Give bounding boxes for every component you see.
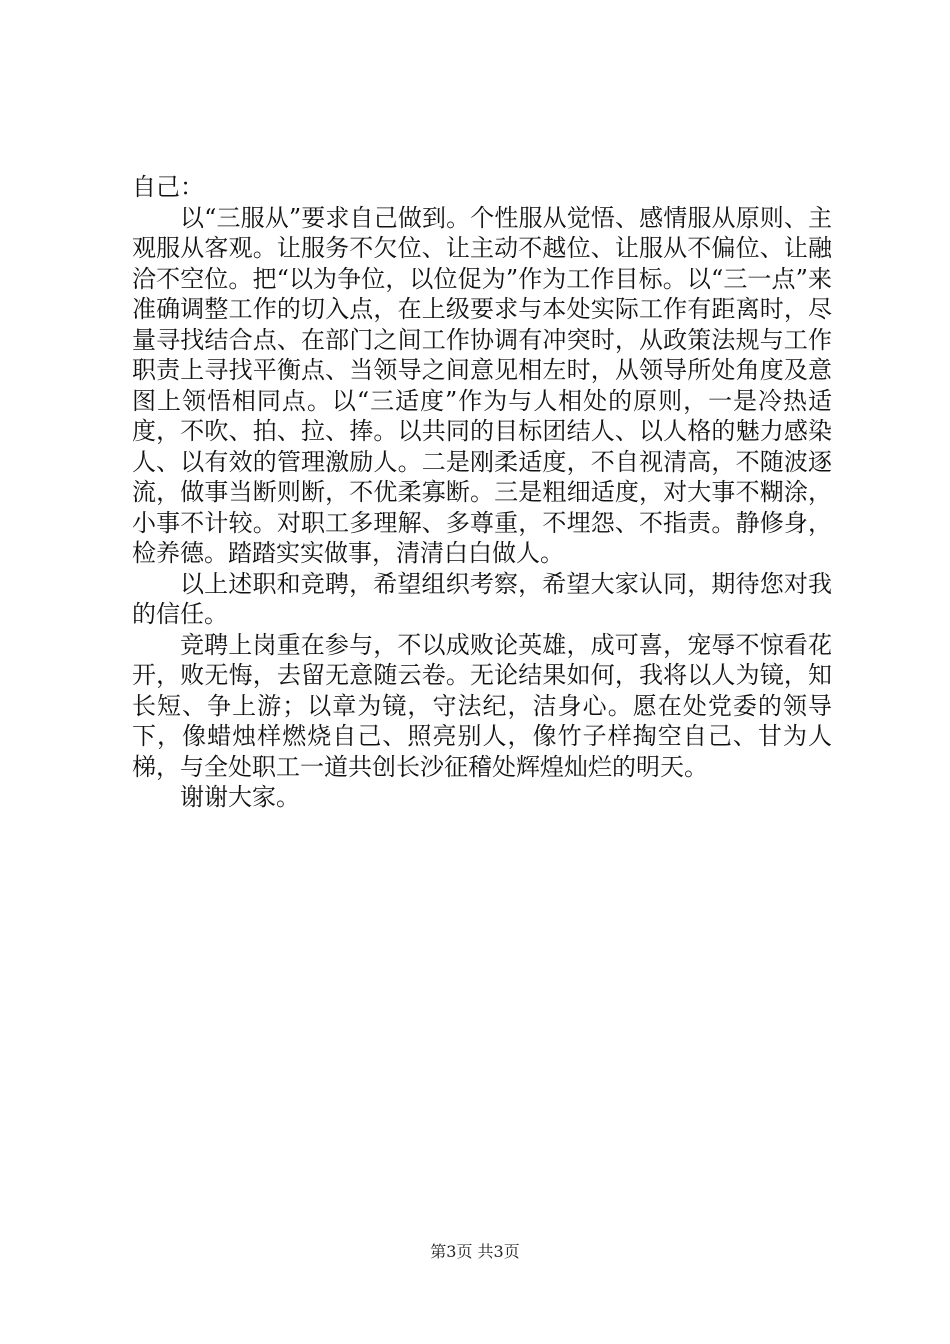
paragraph-summary: 以上述职和竞聘，希望组织考察，希望大家认同，期待您对我的信任。 xyxy=(132,569,832,628)
page-number-footer: 第3页 共3页 xyxy=(430,1242,520,1261)
document-body xyxy=(132,172,832,813)
paragraph-three-obey: 以“三服从”要求自己做到。个性服从觉悟、感情服从原则、主观服从客观。让服务不欠位、让主动不越位、让服从不偏位、让融洽不空位。把“以为争位，以位促为”作为工作目标。以“三一点”来准确调整工作的切入点，在上级要求与本处实际工作有距离时，尽量寻找结合点、在部门之间工作协调有冲突时，从政策法规与工作职责上寻找平衡点、当领导之间意见相左时，从领导所处角度及意图上领悟相同点。以“三适度”作为与人相处的原则，一是冷热适度，不吹、拍、拉、捧。以共同的目标团结人、以人格的魅力感染人、以有效的管理激励人。二是刚柔适度，不自视清高，不随波逐流，做事当断则断，不优柔寡断。三是粗细适度，对大事不糊涂，小事不计较。对职工多理解、多尊重，不埋怨、不指责。静修身，检养德。踏踏实实做事，清清白白做人。 xyxy=(132,203,832,567)
paragraph-thanks: 谢谢大家。 xyxy=(180,783,300,811)
paragraph-continuation: 自己： xyxy=(132,173,204,201)
paragraph-closing: 竞聘上岗重在参与，不以成败论英雄，成可喜，宠辱不惊看花开，败无悔，去留无意随云卷。无论结果如何，我将以人为镜，知长短、争上游；以章为镜，守法纪，洁身心。愿在处党委的领导下，像蜡烛样燃烧自己、照亮别人，像竹子样掏空自己、甘为人梯，与全处职工一道共创长沙征稽处辉煌灿烂的明天。 xyxy=(132,630,832,781)
